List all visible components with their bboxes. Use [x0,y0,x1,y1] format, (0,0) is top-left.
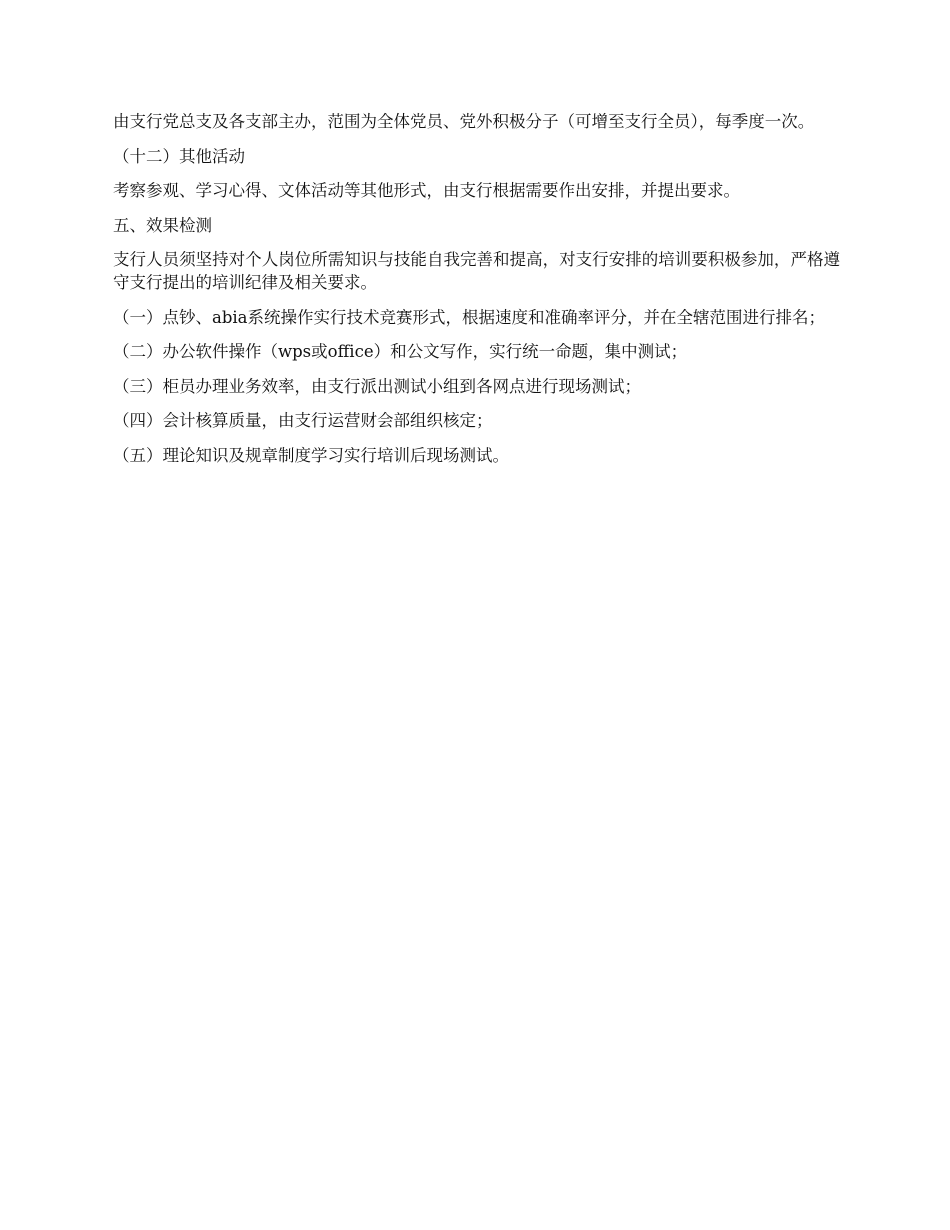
list-item-5: （五）理论知识及规章制度学习实行培训后现场测试。 [113,445,509,465]
paragraph-other-activities: 考察参观、学习心得、文体活动等其他形式，由支行根据需要作出安排，并提出要求。 [113,181,740,200]
heading-other-activities: （十二）其他活动 [113,146,245,166]
document-body [113,110,840,478]
paragraph-effect-testing-intro: 支行人员须坚持对个人岗位所需知识与技能自我完善和提高，对支行安排的培训要积极参加，严格遵守支行提出的培训纪律及相关要求。 [113,250,840,292]
list-item-2: （二）办公软件操作（wps或office）和公文写作，实行统一命题，集中测试； [113,342,688,361]
list-item-3: （三）柜员办理业务效率，由支行派出测试小组到各网点进行现场测试； [113,376,641,396]
heading-effect-testing: 五、效果检测 [113,215,212,235]
list-item-4: （四）会计核算质量，由支行运营财会部组织核定； [113,411,493,430]
list-item-1: （一）点钞、abia系统操作实行技术竞赛形式，根据速度和准确率评分，并在全辖范围进行排名； [113,307,826,327]
paragraph-party-activity-scope: 由支行党总支及各支部主办，范围为全体党员、党外积极分子（可增至支行全员），每季度一次。 [113,112,815,131]
